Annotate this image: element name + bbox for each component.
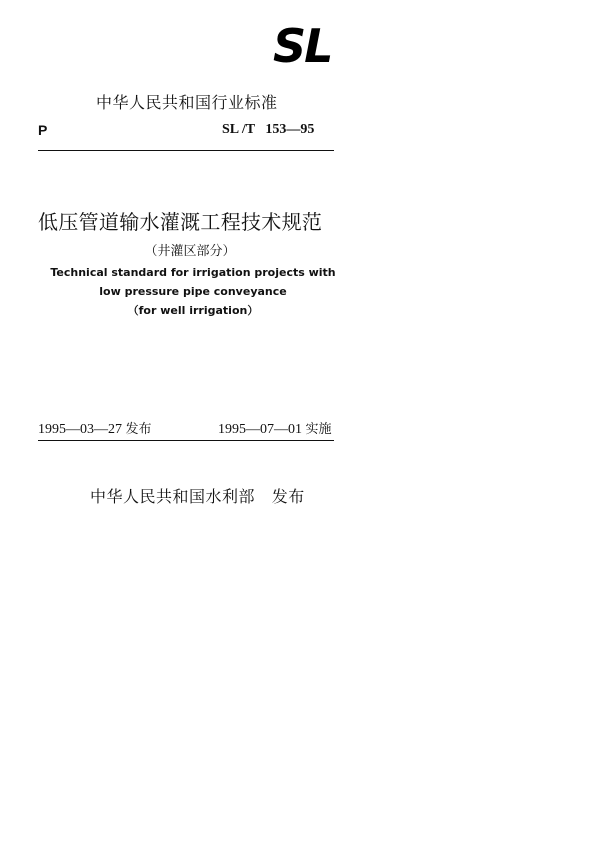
document-subtitle-chinese: （井灌区部分） [144, 244, 236, 259]
implementation-date-value: 1995—07—01 [218, 422, 302, 437]
publisher-action: 发布 [271, 487, 305, 506]
category-code: P [38, 122, 48, 138]
issue-date [38, 418, 152, 438]
document-title-chinese: 低压管道输水灌溉工程技术规范 [38, 210, 323, 234]
sl-logo: SL [273, 19, 332, 73]
issue-label: 发布 [125, 422, 152, 437]
implementation-date [218, 418, 332, 438]
implementation-label: 实施 [305, 422, 332, 437]
industry-standard-heading: 中华人民共和国行业标准 [96, 93, 278, 112]
top-divider [38, 150, 334, 151]
english-title-line-2: low pressure pipe conveyance [99, 285, 287, 298]
document-title-english [28, 263, 358, 320]
issue-date-value: 1995—03—27 [38, 422, 122, 437]
publisher-name: 中华人民共和国水利部 [90, 487, 256, 506]
bottom-divider [38, 440, 334, 441]
english-title-line-1: Technical standard for irrigation projects with [50, 266, 336, 279]
standard-number: SL /T 153—95 [222, 122, 315, 137]
publisher-line [90, 484, 305, 507]
english-title-line-3: （for well irrigation） [127, 304, 259, 317]
